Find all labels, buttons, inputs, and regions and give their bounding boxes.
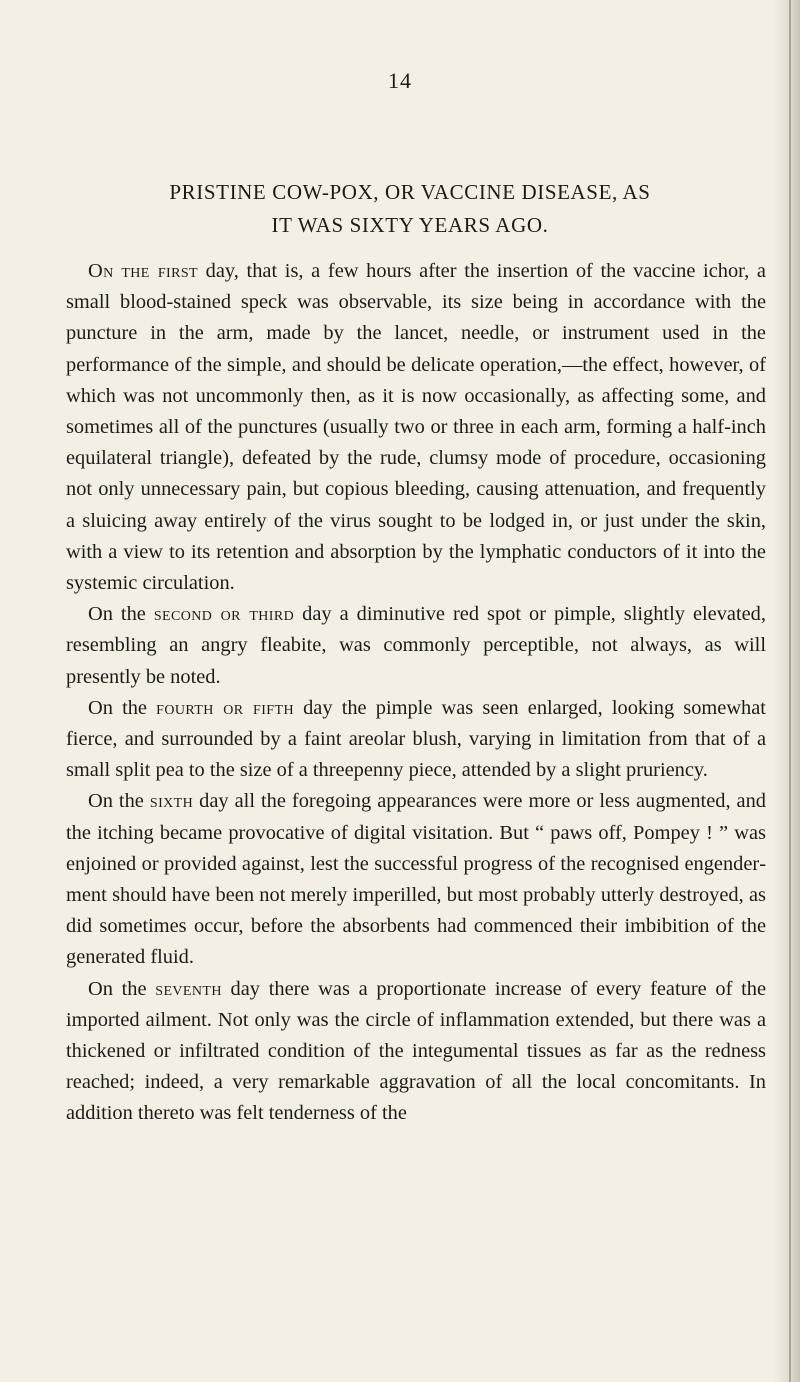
chapter-title-line-1: PRISTINE COW-POX, OR VACCINE DISEASE, AS bbox=[169, 180, 651, 204]
chapter-title-line-2: IT WAS SIXTY YEARS AGO. bbox=[271, 213, 549, 237]
paragraph-text: day there was a proportionate increase of every feature of the imported ailment. Not only was the circle of inflammation extended, but there was a thickened or infiltrated condition of the integumental tissues as far as the redness reached; indeed, a very remarkable aggravation of all the local concomitants. In addition thereto was felt tenderness of the bbox=[66, 977, 766, 1125]
paragraph-lead: On the bbox=[88, 790, 144, 813]
paragraph bbox=[66, 599, 766, 693]
paragraph-text: day, that is, a few hours after the insertion of the vaccine ichor, a small blood-stained speck was observable, its size being in accordance with the puncture in the arm, made by the lancet, needle, or instrument used in the performance of the simple, and should be delicate operation,—the effect, however, of which was not uncommonly then, as it is now occasionally, as affecting some, and sometimes all of the punctures (usually two or three in each arm, forming a half-inch equilateral triangle), defeated by the rude, clumsy mode of procedure, occasioning not only unnecessary pain, but copious bleeding, causing attenuation, and frequently a sluicing away entirely of the virus sought to be lodged in, or just under the skin, with a view to its retention and absorption by the lymphatic conductors of it into the systemic circulation. bbox=[66, 260, 766, 595]
paragraph bbox=[66, 256, 766, 599]
paragraph-lead: On the bbox=[88, 603, 146, 626]
chapter-title bbox=[90, 176, 730, 242]
paragraph-lead: On bbox=[88, 260, 114, 282]
paragraph-lead: On the bbox=[88, 977, 147, 1000]
day-marker: the first bbox=[121, 260, 198, 282]
paragraph-text: day a diminutive red spot or pimple, slightly elevated, resembling an angry fleabite, was commonly perceptible, not always, as will presently be noted. bbox=[66, 603, 766, 688]
paragraph bbox=[66, 786, 766, 973]
day-marker: sixth bbox=[149, 790, 194, 813]
paragraph-text: day the pimple was seen enlarged, looking somewhat fierce, and surrounded by a faint areolar blush, varying in limitation from that of a small split pea to the size of a threepenny piece, attended by a slight pruriency. bbox=[66, 696, 766, 782]
page-edge-line bbox=[789, 0, 791, 1382]
page-number: 14 bbox=[388, 68, 412, 93]
paragraph-text: day all the foregoing appearances were more or less augmented, and the itching became provocative of digital visitation. But “ paws off, Pompey ! ” was enjoined or provided against, lest the successful progress of the recognised engenderment should have been not merely imperilled, but most probably utterly destroyed, as did sometimes occur, before the absorbents had commenced their imbibition of the generated fluid. bbox=[66, 790, 766, 969]
paragraph-lead: On the bbox=[88, 696, 147, 719]
day-marker: seventh bbox=[155, 977, 222, 1000]
paragraph bbox=[66, 974, 766, 1130]
paragraph bbox=[66, 693, 766, 787]
day-marker: fourth or fifth bbox=[156, 696, 294, 719]
body-text bbox=[66, 256, 766, 1130]
page-edge-shadow bbox=[774, 0, 800, 1382]
day-marker: second or third bbox=[153, 603, 295, 626]
